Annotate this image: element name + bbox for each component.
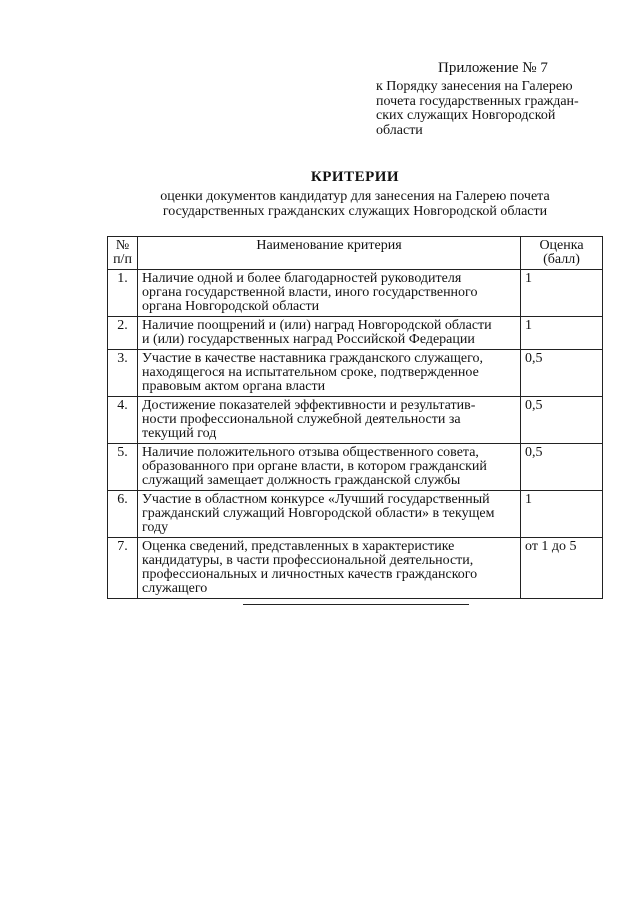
subtitle-line: оценки документов кандидатур для занесения на Галерею почета bbox=[160, 189, 550, 204]
closing-divider bbox=[243, 604, 469, 605]
criterion-score: 0,5 bbox=[521, 350, 603, 397]
table-row bbox=[108, 397, 603, 444]
table-row bbox=[108, 350, 603, 397]
appendix-line: ских служащих Новгородской bbox=[376, 108, 556, 123]
criterion-name-line: профессиональных и личностных качеств гражданского bbox=[142, 567, 478, 582]
criterion-name-line: Оценка сведений, представленных в характеристике bbox=[142, 539, 455, 554]
header-score-unit: (балл) bbox=[543, 252, 580, 267]
criterion-name-line: Наличие поощрений и (или) наград Новгородской области bbox=[142, 318, 492, 333]
criterion-name-line: и (или) государственных наград Российской Федерации bbox=[142, 332, 475, 347]
criterion-score: 1 bbox=[521, 491, 603, 538]
criterion-name bbox=[138, 444, 521, 491]
criterion-name-line: служащий замещает должность гражданской службы bbox=[142, 473, 461, 488]
criterion-name bbox=[138, 397, 521, 444]
criterion-name bbox=[138, 350, 521, 397]
criterion-name-line: Участие в областном конкурсе «Лучший государственный bbox=[142, 492, 490, 507]
criterion-score: 1 bbox=[521, 317, 603, 350]
document-subtitle bbox=[140, 189, 570, 219]
document-title: КРИТЕРИИ bbox=[310, 169, 400, 185]
row-number: 1. bbox=[108, 270, 138, 317]
criterion-score: 0,5 bbox=[521, 397, 603, 444]
criterion-name-line: находящегося на испытательном сроке, подтвержденное bbox=[142, 365, 479, 380]
header-number bbox=[108, 237, 138, 270]
criterion-score: 1 bbox=[521, 270, 603, 317]
appendix-line: к Порядку занесения на Галерею bbox=[376, 79, 573, 94]
appendix-line: области bbox=[376, 122, 423, 138]
row-number: 2. bbox=[108, 317, 138, 350]
criterion-name-line: году bbox=[142, 520, 169, 535]
criterion-name bbox=[138, 270, 521, 317]
table-row bbox=[108, 538, 603, 599]
criterion-score: 0,5 bbox=[521, 444, 603, 491]
subtitle-line: государственных гражданских служащих Новгородской области bbox=[162, 204, 548, 219]
header-criterion-name: Наименование критерия bbox=[138, 237, 521, 270]
criterion-name-line: правовым актом органа власти bbox=[142, 379, 326, 394]
row-number: 7. bbox=[108, 538, 138, 599]
criterion-name-line: кандидатуры, в части профессиональной деятельности, bbox=[142, 553, 474, 568]
table-header-row bbox=[108, 237, 603, 270]
table-row bbox=[108, 491, 603, 538]
criterion-name-line: образованного при органе власти, в котором гражданский bbox=[142, 459, 487, 474]
criterion-name-line: гражданский служащий Новгородской области» в текущем bbox=[142, 506, 495, 521]
criteria-table-body bbox=[108, 270, 603, 599]
criterion-score: от 1 до 5 bbox=[521, 538, 603, 599]
header-number-abbr: п/п bbox=[113, 252, 132, 267]
table-row bbox=[108, 270, 603, 317]
criterion-name-line: Достижение показателей эффективности и результатив- bbox=[142, 398, 476, 413]
table-row bbox=[108, 317, 603, 350]
criterion-name bbox=[138, 317, 521, 350]
header-score-label: Оценка bbox=[539, 238, 584, 253]
row-number: 5. bbox=[108, 444, 138, 491]
criterion-name bbox=[138, 491, 521, 538]
table-row bbox=[108, 444, 603, 491]
criterion-name-line: ности профессиональной служебной деятельности за bbox=[142, 412, 461, 427]
criterion-name bbox=[138, 538, 521, 599]
criterion-name-line: служащего bbox=[142, 581, 208, 596]
header-number-symbol: № bbox=[115, 238, 130, 253]
appendix-line: почета государственных граждан- bbox=[376, 93, 579, 109]
row-number: 3. bbox=[108, 350, 138, 397]
appendix-title: Приложение № 7 bbox=[438, 60, 548, 76]
criterion-name-line: Участие в качестве наставника гражданского служащего, bbox=[142, 351, 484, 366]
criteria-table bbox=[107, 236, 603, 599]
row-number: 4. bbox=[108, 397, 138, 444]
criterion-name-line: Наличие положительного отзыва общественного совета, bbox=[142, 445, 479, 460]
criterion-name-line: Наличие одной и более благодарностей руководителя bbox=[142, 271, 462, 286]
row-number: 6. bbox=[108, 491, 138, 538]
header-score bbox=[521, 237, 603, 270]
criterion-name-line: органа государственной власти, иного государственного bbox=[142, 285, 478, 300]
criterion-name-line: органа Новгородской области bbox=[142, 299, 320, 314]
criterion-name-line: текущий год bbox=[142, 426, 217, 441]
appendix-reference bbox=[376, 80, 606, 138]
